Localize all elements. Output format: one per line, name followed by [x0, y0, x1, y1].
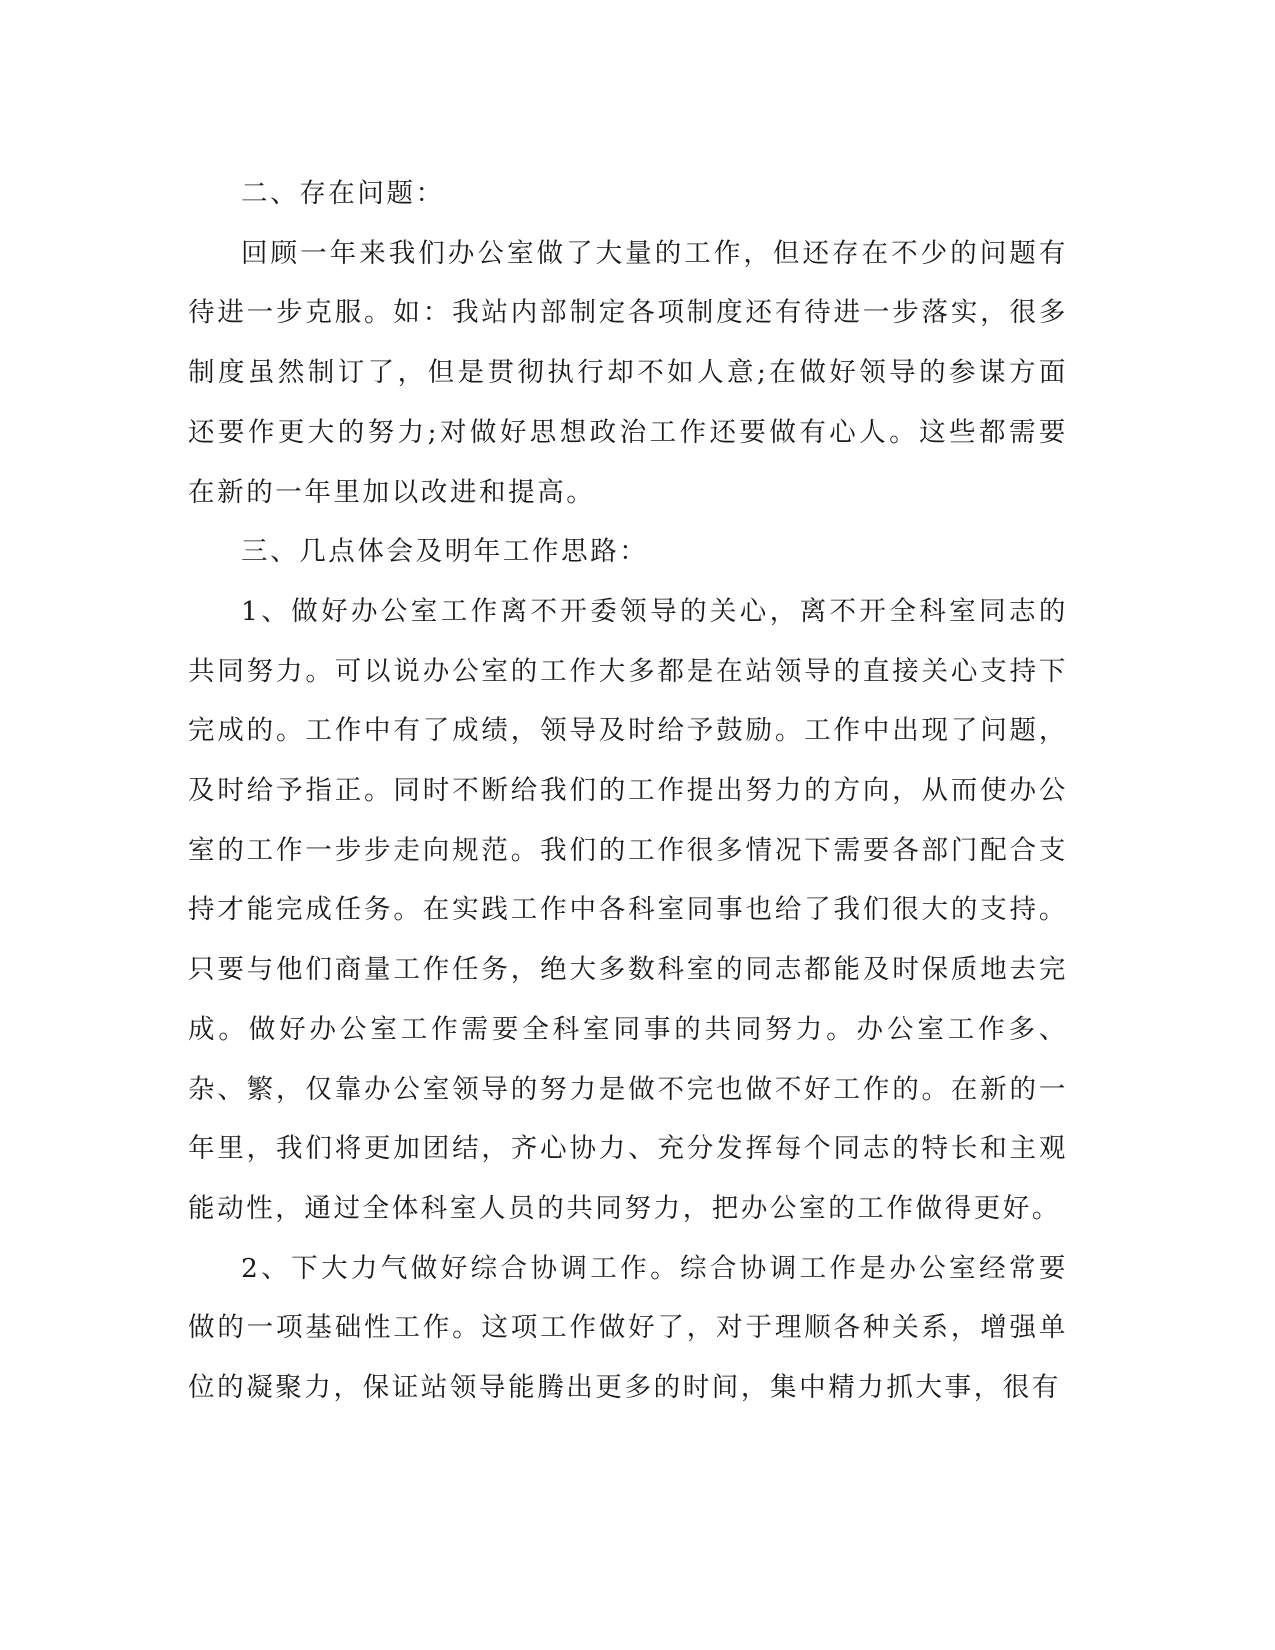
paragraph-point-2: 2、下大力气做好综合协调工作。综合协调工作是办公室经常要做的一项基础性工作。这项工作做好了，对于理顺各种关系，增强单位的凝聚力，保证站领导能腾出更多的时间，集中精力抓大事，很有 [188, 1252, 1068, 1404]
document-body [188, 164, 1068, 1418]
section-heading-experience-plans: 三、几点体会及明年工作思路： [241, 536, 649, 568]
paragraph-point-1: 1、做好办公室工作离不开委领导的关心，离不开全科室同志的共同努力。可以说办公室的工作大多都是在站领导的直接关心支持下完成的。工作中有了成绩，领导及时给予鼓励。工作中出现了问题，及时给予指正。同时不断给我们的工作提出努力的方向，从而使办公室的工作一步步走向规范。我们的工作很多情况下需要各部门配合支持才能完成任务。在实践工作中各科室同事也给了我们很大的支持。只要与他们商量工作任务，绝大多数科室的同志都能及时保质地去完成。做好办公室工作需要全科室同事的共同努力。办公室工作多、杂、繁，仅靠办公室领导的努力是做不完也做不好工作的。在新的一年里，我们将更加团结，齐心协力、充分发挥每个同志的特长和主观能动性，通过全体科室人员的共同努力，把办公室的工作做得更好。 [188, 595, 1068, 1224]
paragraph-problems-review: 回顾一年来我们办公室做了大量的工作，但还存在不少的问题有待进一步克服。如：我站内部制定各项制度还有待进一步落实，很多制度虽然制订了，但是贯彻执行却不如人意;在做好领导的参谋方面还要作更大的努力;对做好思想政治工作还要做有心人。这些都需要在新的一年里加以改进和提高。 [188, 237, 1068, 508]
section-heading-problems: 二、存在问题： [241, 178, 445, 209]
